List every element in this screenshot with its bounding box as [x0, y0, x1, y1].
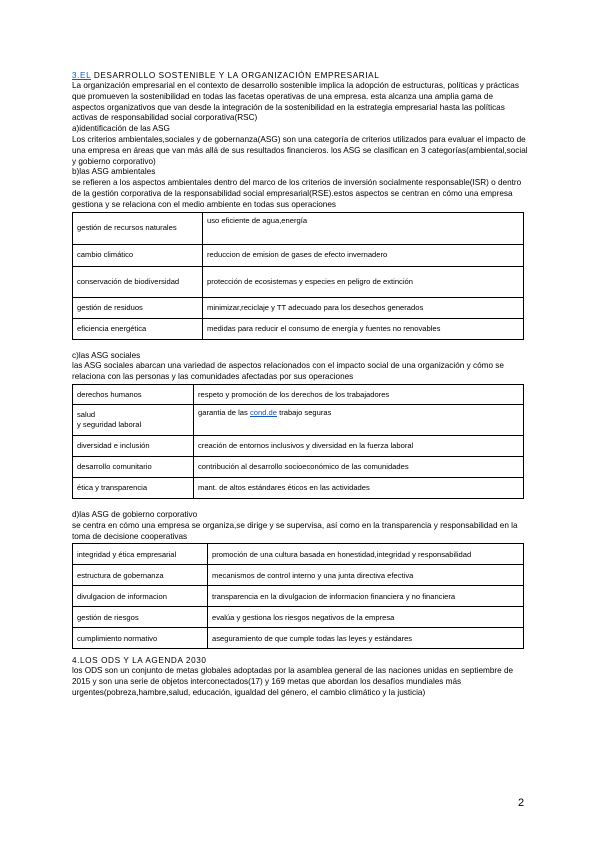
subsection-d-heading: d)las ASG de gobierno corporativo [72, 509, 198, 519]
table-row [73, 266, 524, 297]
table-row [73, 544, 524, 565]
subsection-b-heading: b)las ASG ambientales [72, 167, 156, 177]
section-3-number[interactable]: 3.EL [72, 71, 91, 80]
table-cell-value: medidas para reducir el consumo de energía y fuentes no renovables [203, 318, 524, 339]
document-page [72, 70, 528, 699]
table-cell-value [194, 404, 524, 435]
table-row [73, 628, 524, 649]
table-cell-value: minimizar,reciclaje y TT adecuado para los desechos generados [203, 297, 524, 318]
table-cell-label: cumplimiento normativo [73, 628, 208, 649]
subsection-a-heading: a)identificación de las ASG [72, 124, 170, 134]
table-cell-label: eficiencia energética [73, 318, 203, 339]
table-row [73, 456, 524, 477]
cell-text: trabajo seguras [276, 407, 332, 417]
table-cell-label: diversidad e inclusión [73, 435, 194, 456]
table-cell-label: cambio climático [73, 244, 203, 266]
table-cell-label: conservación de biodiversidad [73, 266, 203, 297]
table-cell-value: respeto y promoción de los derechos de los trabajadores [194, 384, 524, 404]
table-row [73, 477, 524, 498]
table-cell-label: gestión de recursos naturales [73, 212, 203, 244]
table-cell-label: desarrollo comunitario [73, 456, 194, 477]
spacer [72, 499, 528, 510]
table-cell-label: divulgacion de informacion [73, 586, 208, 607]
table-row [73, 318, 524, 339]
cond-link[interactable]: cond.de [249, 407, 277, 417]
section-3-heading [72, 70, 528, 81]
table-row [73, 435, 524, 456]
section-4-text: los ODS son un conjunto de metas globales adoptadas por la asamblea general de las naciones unidas en septiembre de 2015 y son una serie de objetos interconectados(17) y 169 metas que abordan los desafíos mundiales más urgentes(pobreza,hambre,salud, educación, igualdad del género, el cambio climático y la justicia) [72, 666, 514, 697]
subsection-d-text: se centra en cómo una empresa se organiza,se dirige y se supervisa, así como en la transparencia y responsabilidad en la toma de decisione cooperativas [72, 520, 518, 541]
table-row [73, 212, 524, 244]
table-cell-value: contribución al desarrollo socioeconómico de las comunidades [194, 456, 524, 477]
section-3-title: DESARROLLO SOSTENIBLE Y LA ORGANIZACIÓN EMPRESARIAL [90, 71, 380, 80]
table-cell-label: integridad y ética empresarial [73, 544, 208, 565]
spacer [72, 340, 528, 351]
table-cell-value: mecanismos de control interno y una junta directiva efectiva [208, 565, 524, 586]
table-cell-label: gestión de riesgos [73, 607, 208, 628]
table-cell-label: gestión de residuos [73, 297, 203, 318]
cell-text: garantia de las [198, 407, 250, 417]
subsection-c-heading: c)las ASG sociales [72, 350, 141, 360]
table-row [73, 607, 524, 628]
page-number: 2 [518, 797, 525, 809]
social-asg-table [72, 384, 524, 499]
table-row [73, 586, 524, 607]
table-cell-value: reduccion de emision de gases de efecto invernadero [203, 244, 524, 266]
table-row [73, 297, 524, 318]
table-row [73, 384, 524, 404]
governance-asg-table [72, 543, 524, 649]
section-3-intro: La organización empresarial en el contexto de desarrollo sostenible implica la adopción de estructuras, políticas y prácticas que promueven la sostenibilidad en todas las facetas operativas de una empresa. esta alcanza una amplia gama de aspectos organizativos que van desde la integración de la sostenibilidad en la estrategia empresarial hasta las políticas activas de responsabilidad social corporativa(RSC) [72, 81, 519, 123]
table-cell-value: protección de ecosistemas y especies en peligro de extinción [203, 266, 524, 297]
table-row [73, 404, 524, 435]
table-cell-value: promoción de una cultura basada en honestidad,integridad y responsabilidad [208, 544, 524, 565]
table-cell-label: salud y seguridad laboral [73, 404, 194, 435]
table-row [73, 244, 524, 266]
table-cell-label: derechos humanos [73, 384, 194, 404]
subsection-a-text: Los criterios ambientales,sociales y de gobernanza(ASG) son una categoría de criterios utilizados para evaluar el impacto de una empresa en áreas que van más allá de sus resultados financieros. los ASG se clasifican en 3 categorías(ambiental,social y gobierno corporativo) [72, 134, 528, 166]
table-cell-label: ética y transparencia [73, 477, 194, 498]
table-cell-value: evalúa y gestiona los riesgos negativos de la empresa [208, 607, 524, 628]
table-cell-value: creación de entornos inclusivos y diversidad en la fuerza laboral [194, 435, 524, 456]
table-cell-value: mant. de altos estándares éticos en las actividades [194, 477, 524, 498]
table-cell-value: transparencia en la divulgacion de informacion financiera y no financiera [208, 586, 524, 607]
subsection-c-text: las ASG sociales abarcan una variedad de aspectos relacionados con el impacto social de una organización y cómo se relaciona con las personas y las comunidades afectadas por sus operaciones [72, 361, 504, 382]
environmental-asg-table [72, 212, 524, 340]
table-row [73, 565, 524, 586]
table-cell-value: uso eficiente de agua,energía [203, 212, 524, 244]
subsection-b-text: se refieren a los aspectos ambientales dentro del marco de los criterios de inversión socialmente responsable(ISR) o dentro de la gestión corporativa de la responsabilidad social empresarial(RSE).estos aspectos se centran en cómo una empresa gestiona y se relaciona con el medio ambiente en todas sus operaciones [72, 178, 522, 209]
table-cell-label: estructura de gobernanza [73, 565, 208, 586]
table-cell-value: aseguramiento de que cumple todas las leyes y estándares [208, 628, 524, 649]
section-4-heading: 4.LOS ODS Y LA AGENDA 2030 [72, 656, 207, 666]
